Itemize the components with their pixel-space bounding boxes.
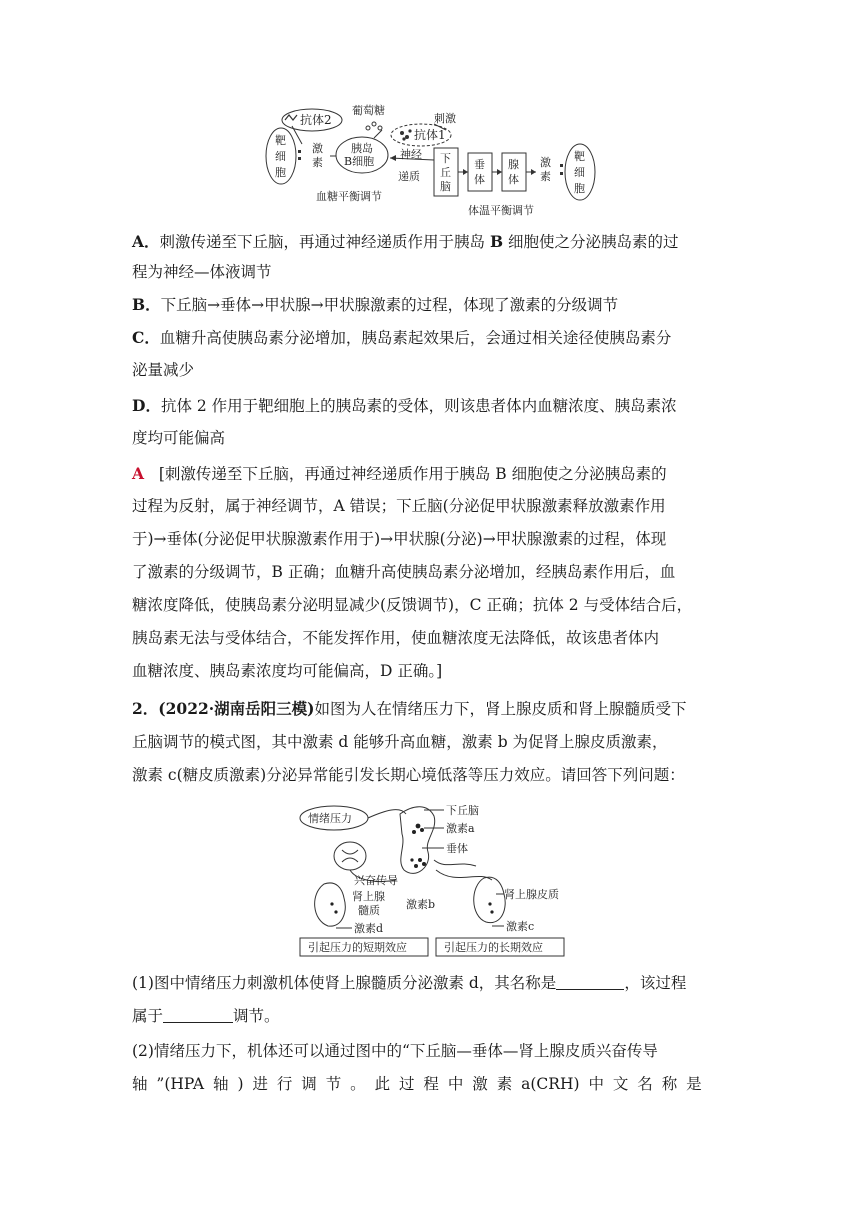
q2-line1: 2．(2022·湖南岳阳三模)如图为人在情绪压力下，肾上腺皮质和肾上腺髓质受下	[132, 699, 687, 718]
answer-line7: 血糖浓度、胰岛素浓度均可能偏高，D 正确。]	[132, 662, 443, 680]
answer-line1: A [刺激传递至下丘脑，再通过神经递质作用于胰岛 B 细胞使之分泌胰岛素的	[132, 464, 667, 483]
gland-label: 腺	[508, 158, 519, 171]
answer-line3: 于)→垂体(分泌促甲状腺激素作用于)→甲状腺(分泌)→甲状腺激素的过程，体现	[132, 530, 667, 548]
short-term-label: 引起压力的短期效应	[308, 941, 407, 954]
answer-line6: 胰岛素无法与受体结合，不能发挥作用，使血糖浓度无法降低，故该患者体内	[132, 629, 660, 647]
svg-text:丘: 丘	[440, 166, 451, 179]
svg-text:细: 细	[574, 166, 585, 179]
svg-text:髓质: 髓质	[358, 904, 380, 917]
answer-line4: 了激素的分级调节，B 正确；血糖升高使胰岛素分泌增加，经胰岛素作用后，血	[132, 563, 676, 581]
hormone-b-label: 激素b	[406, 898, 436, 911]
svg-text:胞: 胞	[574, 182, 585, 195]
hormone-a-label: 激素a	[446, 822, 475, 835]
q2-sub2-line1: (2)情绪压力下，机体还可以通过图中的“下丘脑—垂体—肾上腺皮质兴奋传导	[132, 1042, 658, 1060]
option-d-label: D．	[132, 396, 161, 415]
q2-sub2-line2: 轴 ”(HPA 轴 ) 进 行 调 节 。 此 过 程 中 激 素 a(CRH) 中 文 名 称 是	[132, 1075, 702, 1093]
figure-1-regulation-diagram	[262, 100, 602, 222]
q2-source: (2022·湖南岳阳三模)	[158, 699, 315, 718]
stimulus-label: 刺激	[434, 112, 456, 125]
q2-number: 2．	[132, 699, 159, 718]
q2-line3: 激素 c(糖皮质激素)分泌异常能引发长期心境低落等压力效应。请回答下列问题：	[132, 766, 685, 784]
option-c-line1: C．血糖升高使胰岛素分泌增加，胰岛素起效果后，会通过相关途径使胰岛素分	[132, 328, 672, 347]
answer-blank-2[interactable]	[163, 1006, 233, 1023]
answer-line2: 过程为反射，属于神经调节，A 错误；下丘脑(分泌促甲状腺激素释放激素作用	[132, 497, 666, 515]
figure-2-hpa-diagram	[296, 800, 568, 960]
pituitary-label: 垂	[474, 158, 485, 171]
medulla-label: 肾上腺	[352, 890, 385, 903]
stress-label: 情绪压力	[308, 812, 352, 825]
option-b: B．下丘脑→垂体→甲状腺→甲状腺激素的过程，体现了激素的分级调节	[132, 295, 619, 314]
option-a-line1: A．刺激传递至下丘脑，再通过神经递质作用于胰岛 B 细胞使之分泌胰岛素的过	[132, 232, 679, 251]
svg-text:素: 素	[540, 170, 551, 183]
svg-text:脑: 脑	[440, 180, 451, 193]
hypothalamus-label: 下丘脑	[446, 804, 479, 817]
hormone-left-label: 激	[312, 142, 323, 155]
nerve-label: 神经	[400, 148, 422, 161]
antibody2-label: 抗体2	[300, 113, 332, 127]
caption-right: 体温平衡调节	[468, 204, 534, 217]
option-b-label: B．	[132, 295, 161, 314]
option-d-line1: D．抗体 2 作用于靶细胞上的胰岛素的受体，则该患者体内血糖浓度、胰岛素浓	[132, 396, 677, 415]
q2-sub1-line1: (1)图中情绪压力刺激机体使肾上腺髓质分泌激素 d，其名称是 ，该过程	[132, 974, 687, 992]
glucose-label: 葡萄糖	[352, 104, 385, 117]
option-c-label: C．	[132, 328, 160, 347]
pituitary-label: 垂体	[446, 842, 468, 855]
svg-text:素: 素	[312, 156, 323, 169]
hormone-c-label: 激素c	[506, 920, 535, 933]
svg-text:B细胞: B细胞	[344, 155, 375, 168]
svg-text:体: 体	[474, 173, 485, 186]
svg-text:细: 细	[275, 150, 286, 163]
excitation-label: 兴奋传导	[354, 874, 398, 887]
q2-line2: 丘脑调节的模式图，其中激素 d 能够升高血糖，激素 b 为促肾上腺皮质激素，	[132, 733, 668, 751]
long-term-label: 引起压力的长期效应	[444, 941, 543, 954]
antibody1-label: 抗体1	[414, 128, 446, 142]
answer-letter: A	[132, 464, 145, 483]
hypothalamus-label: 下	[440, 152, 451, 165]
svg-text:胞: 胞	[275, 166, 286, 179]
caption-left: 血糖平衡调节	[316, 190, 382, 203]
answer-blank-1[interactable]	[556, 973, 624, 990]
islet-b-cell-label: 胰岛	[351, 142, 373, 155]
option-a-line2: 程为神经—体液调节	[132, 263, 272, 281]
target-cell-label: 靶	[275, 134, 286, 147]
cortex-label: 肾上腺皮质	[504, 888, 559, 901]
answer-line5: 糖浓度降低，使胰岛素分泌明显减少(反馈调节)，C 正确；抗体 2 与受体结合后，	[132, 596, 693, 614]
svg-text:体: 体	[508, 173, 519, 186]
q2-sub1-line2: 属于 调节。	[132, 1007, 280, 1025]
target-cell-right-label: 靶	[574, 150, 585, 163]
transmitter-label: 递质	[398, 170, 420, 183]
option-c-line2: 泌量减少	[132, 361, 195, 379]
hormone-d-label: 激素d	[354, 922, 384, 935]
option-a-label: A．	[132, 232, 160, 251]
hormone-right-label: 激	[540, 156, 551, 169]
option-d-line2: 度均可能偏高	[132, 429, 226, 447]
